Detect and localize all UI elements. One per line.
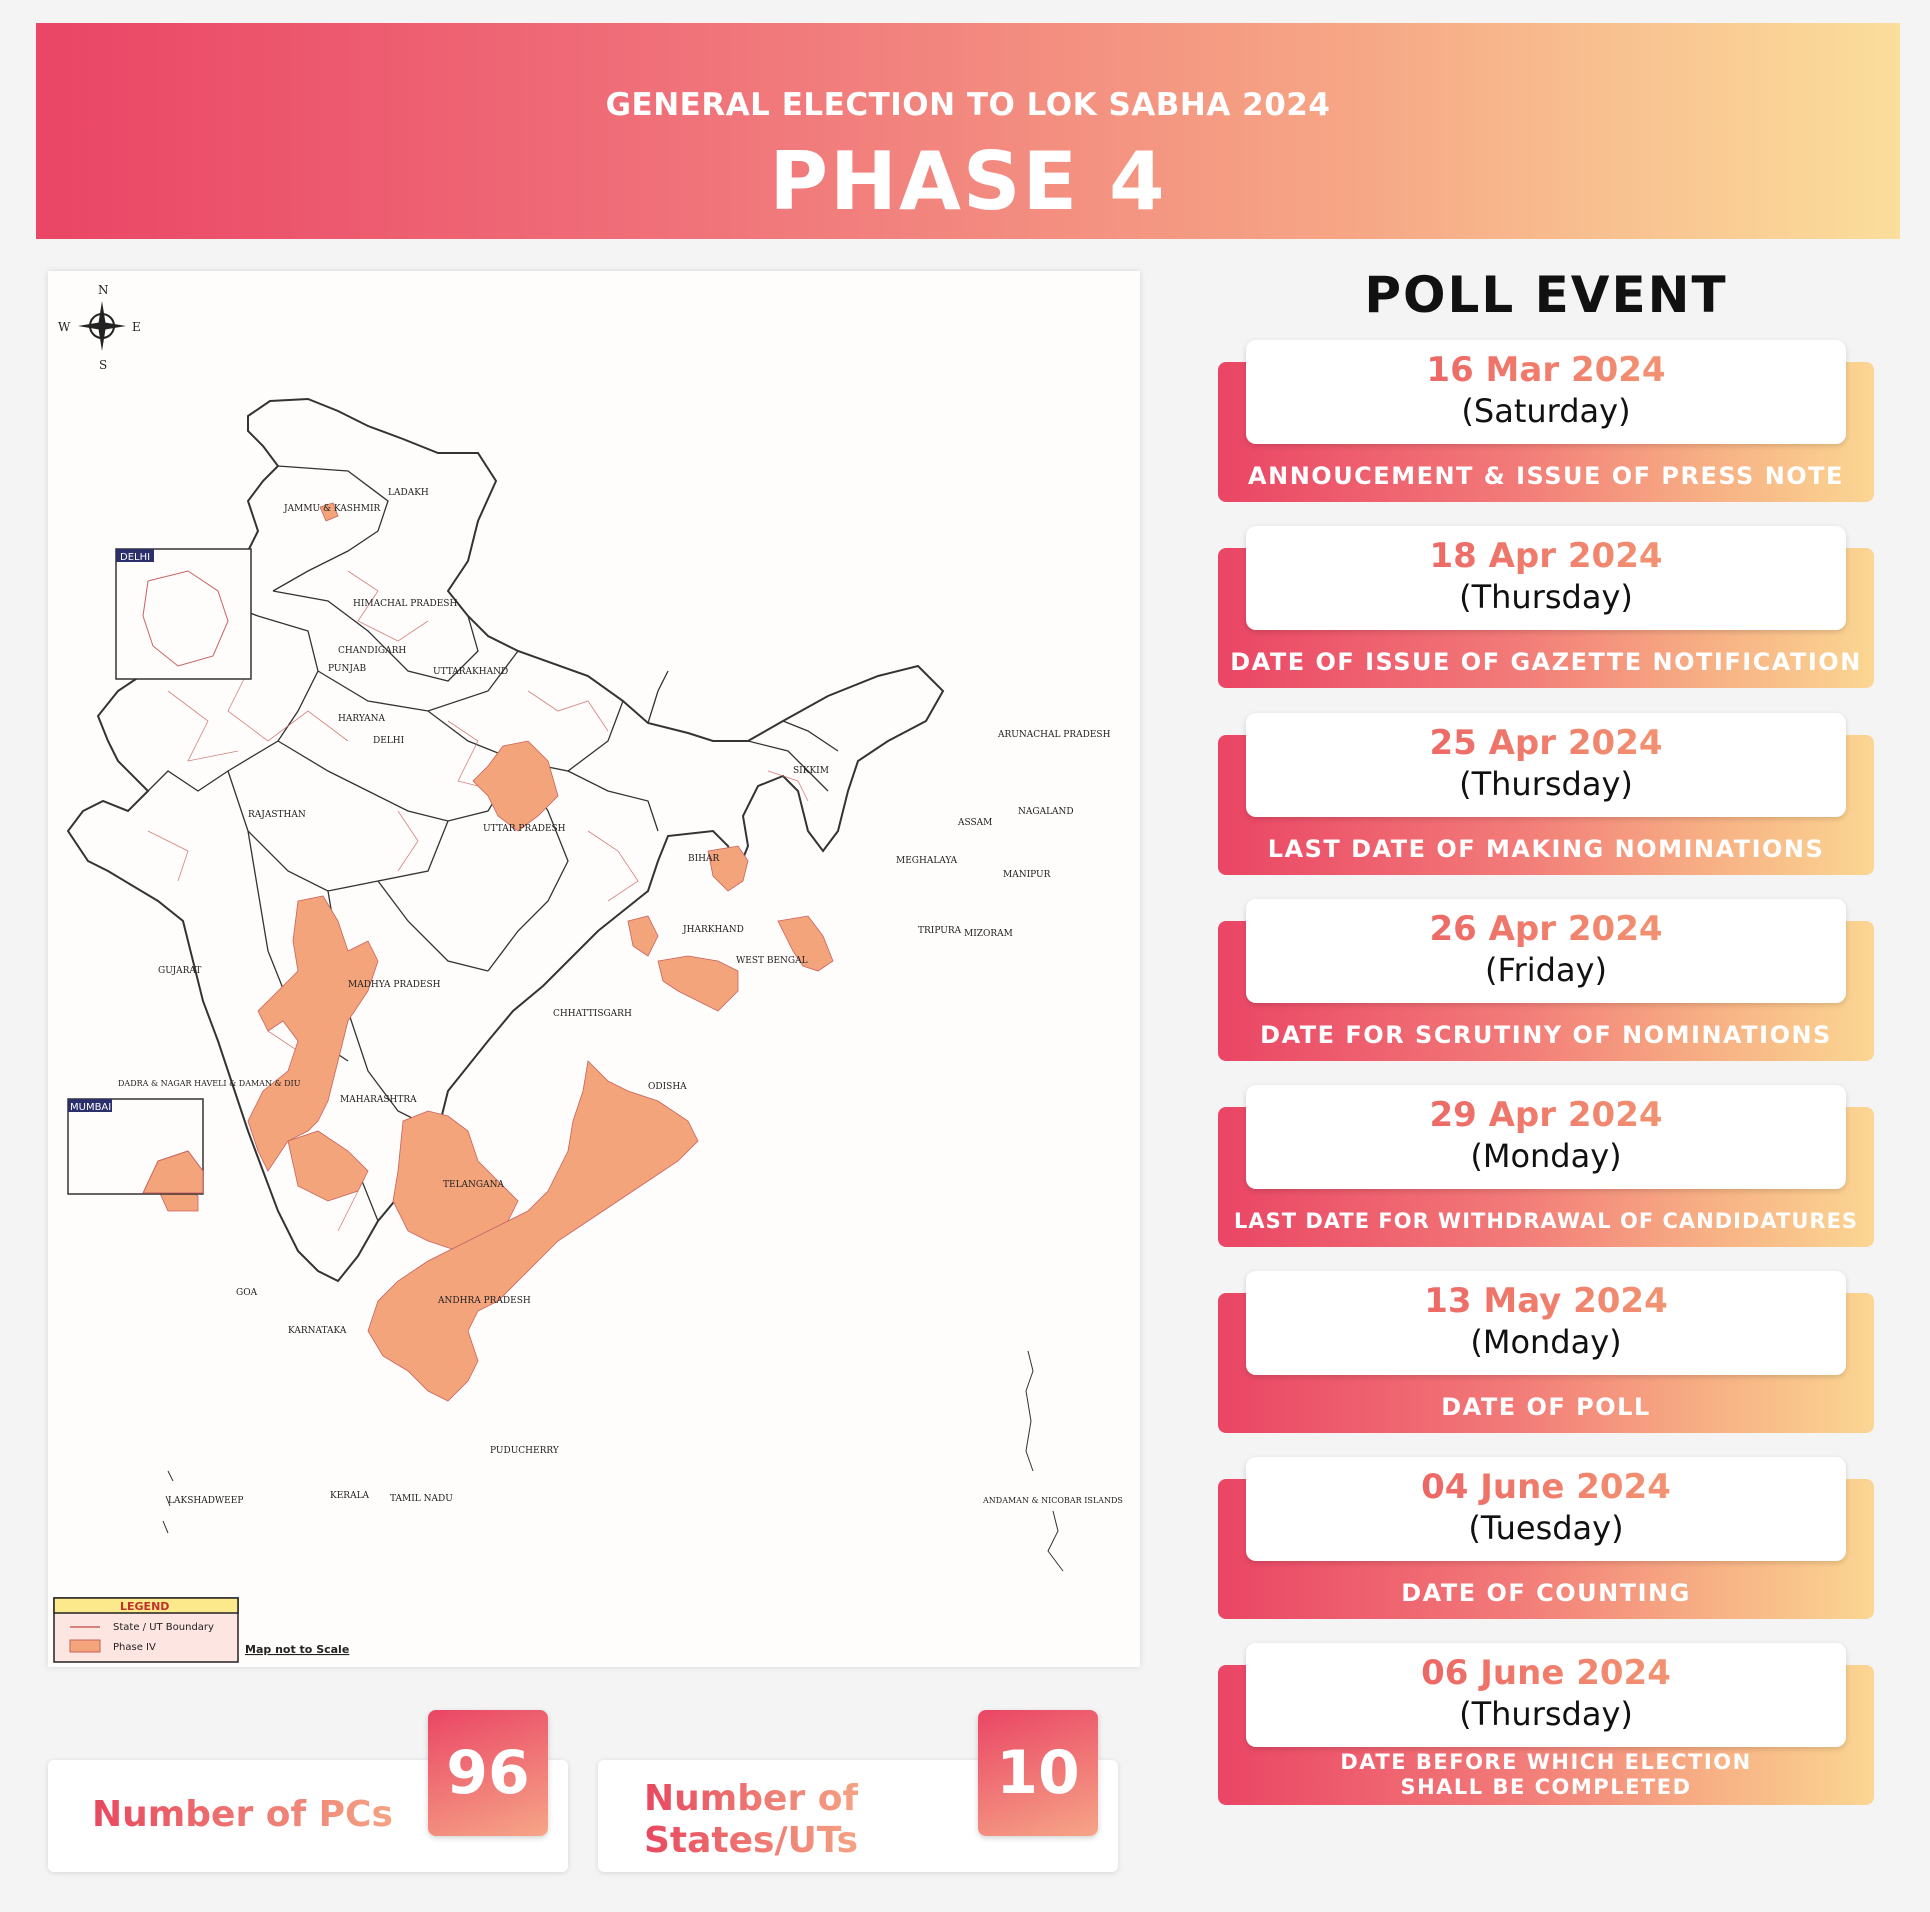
phase-region-jharkhand-1 <box>628 916 658 956</box>
event-date-card <box>1246 1457 1846 1561</box>
stat-states-label-line1: Number of <box>644 1778 859 1819</box>
label-up: UTTAR PRADESH <box>483 824 566 834</box>
label-haryana: HARYANA <box>338 714 385 724</box>
stat-states-label-line2: States/UTs <box>644 1820 859 1861</box>
event-day: (Thursday) <box>1459 765 1633 803</box>
stat-states <box>598 1738 1118 1872</box>
inset-delhi-label: DELHI <box>120 552 151 563</box>
event-label: ANNOUCEMENT & ISSUE OF PRESS NOTE <box>1248 462 1844 490</box>
poll-event-2 <box>1218 526 1874 676</box>
event-date: 18 Apr 2024 <box>1246 536 1846 576</box>
event-day: (Tuesday) <box>1468 1509 1624 1547</box>
label-tn: TAMIL NADU <box>390 1494 453 1504</box>
label-ladakh: LADAKH <box>388 488 429 498</box>
event-day: (Monday) <box>1470 1137 1622 1175</box>
compass-s: S <box>99 358 108 372</box>
legend-boundary: State / UT Boundary <box>113 1622 214 1633</box>
map-scale-note: Map not to Scale <box>245 1643 350 1656</box>
delhi-inset <box>116 549 251 679</box>
label-arunachal: ARUNACHAL PRADESH <box>998 730 1111 740</box>
event-label: DATE OF ISSUE OF GAZETTE NOTIFICATION <box>1230 648 1862 676</box>
compass-w: W <box>58 320 71 334</box>
label-mp: MADHYA PRADESH <box>348 980 441 990</box>
header-banner <box>36 23 1900 239</box>
event-date: 16 Mar 2024 <box>1246 350 1846 390</box>
event-date-card <box>1246 713 1846 817</box>
compass-n: N <box>98 283 109 297</box>
poll-event-6 <box>1218 1271 1874 1421</box>
stat-pcs-value: 96 <box>428 1710 548 1836</box>
label-gujarat: GUJARAT <box>158 966 202 976</box>
event-label: DATE OF COUNTING <box>1401 1579 1691 1607</box>
label-uttarakhand: UTTARAKHAND <box>433 667 509 677</box>
label-wb: WEST BENGAL <box>736 956 808 966</box>
label-jk: JAMMU & KASHMIR <box>284 504 381 514</box>
poll-event-4 <box>1218 899 1874 1049</box>
label-mizoram: MIZORAM <box>964 929 1013 939</box>
event-day: (Friday) <box>1485 951 1607 989</box>
event-date-card <box>1246 340 1846 444</box>
label-rajasthan: RAJASTHAN <box>248 810 306 820</box>
label-sikkim: SIKKIM <box>793 766 829 776</box>
phase-region-jharkhand-2 <box>658 956 738 1011</box>
poll-event-title: POLL EVENT <box>1364 266 1728 324</box>
label-maharashtra: MAHARASHTRA <box>340 1095 417 1105</box>
label-lakshadweep: LAKSHADWEEP <box>168 1496 244 1506</box>
event-date-card <box>1246 899 1846 1003</box>
islands <box>163 1351 1063 1571</box>
stat-pcs-label: Number of PCs <box>92 1794 393 1835</box>
poll-event-7 <box>1218 1457 1874 1607</box>
label-andaman: ANDAMAN & NICOBAR ISLANDS <box>983 1496 1123 1505</box>
mumbai-inset <box>68 1099 203 1194</box>
label-puducherry: PUDUCHERRY <box>490 1446 559 1456</box>
event-day: (Thursday) <box>1459 578 1633 616</box>
map-panel <box>48 271 1140 1667</box>
stat-states-value: 10 <box>978 1710 1098 1836</box>
header-subtitle: GENERAL ELECTION TO LOK SABHA 2024 <box>605 87 1331 123</box>
poll-event-3 <box>1218 713 1874 863</box>
event-label: LAST DATE FOR WITHDRAWAL OF CANDIDATURES <box>1233 1209 1859 1233</box>
label-chhattisgarh: CHHATTISGARH <box>553 1009 632 1019</box>
event-date: 06 June 2024 <box>1246 1653 1846 1693</box>
legend-title: LEGEND <box>120 1600 170 1613</box>
label-odisha: ODISHA <box>648 1082 687 1092</box>
event-label: LAST DATE OF MAKING NOMINATIONS <box>1267 835 1825 863</box>
event-date: 25 Apr 2024 <box>1246 723 1846 763</box>
map-legend <box>54 1598 238 1662</box>
label-hp: HIMACHAL PRADESH <box>353 599 458 609</box>
label-kerala: KERALA <box>330 1491 370 1501</box>
label-meghalaya: MEGHALAYA <box>896 856 958 866</box>
label-jharkhand: JHARKHAND <box>683 925 744 935</box>
event-date: 29 Apr 2024 <box>1246 1095 1846 1135</box>
event-date-card <box>1246 1085 1846 1189</box>
label-delhi: DELHI <box>373 736 405 746</box>
legend-phase: Phase IV <box>113 1642 156 1653</box>
event-day: (Monday) <box>1470 1323 1622 1361</box>
label-nagaland: NAGALAND <box>1018 807 1074 817</box>
label-chandigarh: CHANDIGARH <box>338 646 407 656</box>
event-date-card <box>1246 1271 1846 1375</box>
stat-states-label <box>644 1778 858 1862</box>
inset-mumbai-label: MUMBAI <box>70 1102 112 1113</box>
event-label-line1: DATE BEFORE WHICH ELECTION <box>1340 1750 1752 1774</box>
label-karnataka: KARNATAKA <box>288 1326 347 1336</box>
event-label: DATE OF POLL <box>1441 1393 1651 1421</box>
label-ap: ANDHRA PRADESH <box>438 1296 531 1306</box>
event-date: 04 June 2024 <box>1246 1467 1846 1507</box>
label-assam: ASSAM <box>958 818 993 828</box>
event-day: (Saturday) <box>1461 392 1631 430</box>
label-punjab: PUNJAB <box>328 664 367 674</box>
compass-icon <box>58 283 141 372</box>
poll-event-8 <box>1218 1643 1874 1799</box>
label-tripura: TRIPURA <box>918 926 962 936</box>
event-label <box>1218 1749 1874 1801</box>
event-label: DATE FOR SCRUTINY OF NOMINATIONS <box>1260 1021 1832 1049</box>
poll-event-1 <box>1218 340 1874 490</box>
label-goa: GOA <box>236 1288 258 1298</box>
poll-event-5 <box>1218 1085 1874 1233</box>
stat-pcs <box>48 1738 568 1872</box>
label-bihar: BIHAR <box>688 854 720 864</box>
event-date-card <box>1246 1643 1846 1747</box>
event-date: 26 Apr 2024 <box>1246 909 1846 949</box>
event-date: 13 May 2024 <box>1246 1281 1846 1321</box>
header-title: PHASE 4 <box>769 135 1167 228</box>
phase-region-bihar <box>708 846 748 891</box>
label-dnh: DADRA & NAGAR HAVELI & DAMAN & DIU <box>118 1079 301 1088</box>
label-manipur: MANIPUR <box>1003 870 1051 880</box>
event-label-line2: SHALL BE COMPLETED <box>1400 1775 1692 1799</box>
event-day: (Thursday) <box>1459 1695 1633 1733</box>
compass-e: E <box>132 320 141 334</box>
event-date-card <box>1246 526 1846 630</box>
india-map <box>48 271 1140 1667</box>
label-telangana: TELANGANA <box>443 1180 504 1190</box>
